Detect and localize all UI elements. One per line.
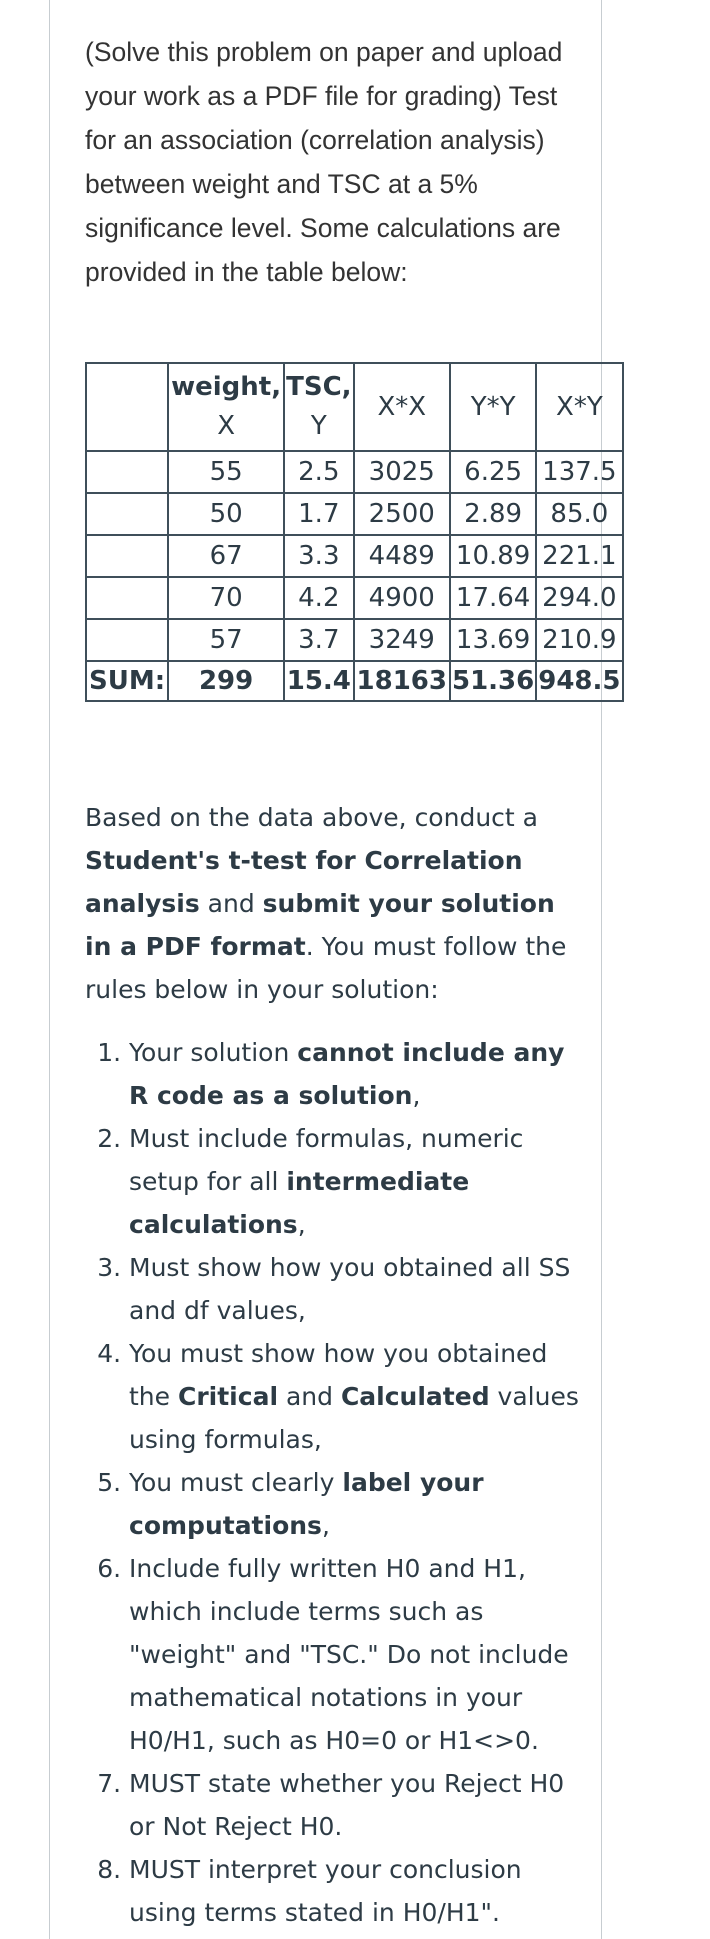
cell-y: 2.5 <box>284 451 353 493</box>
instructions-lead: Based on the data above, conduct a Student's t-test for Correlation analysis and submit your solution in a PDF format. You must follow the rules below in your solution: <box>85 803 567 1004</box>
header-xy: X*Y <box>536 363 622 451</box>
header-blank-cell <box>86 363 168 451</box>
cell-yy: 2.89 <box>450 493 536 535</box>
question-intro <box>85 30 585 294</box>
cell-yy: 17.64 <box>450 577 536 619</box>
cell-x: 67 <box>168 535 284 577</box>
rules-list <box>85 1031 585 1934</box>
list-item: 4. You must show how you obtained the Critical and Calculated values using formulas, <box>129 1332 585 1461</box>
cell-x: 55 <box>168 451 284 493</box>
table-row <box>86 619 623 661</box>
cell-y: 3.3 <box>284 535 353 577</box>
list-item: 3. Must show how you obtained all SS and df values, <box>129 1246 585 1332</box>
table-row <box>86 535 623 577</box>
cell-y: 1.7 <box>284 493 353 535</box>
cell-xx: 3025 <box>354 451 450 493</box>
table-row <box>86 451 623 493</box>
header-yy: Y*Y <box>450 363 536 451</box>
cell-yy: 10.89 <box>450 535 536 577</box>
cell-xx: 2500 <box>354 493 450 535</box>
list-item: 2. Must include formulas, numeric setup for all intermediate calculations, <box>129 1117 585 1246</box>
row-label-cell <box>86 493 168 535</box>
cell-xy: 85.0 <box>536 493 622 535</box>
cell-xx: 4489 <box>354 535 450 577</box>
cell-yy: 13.69 <box>450 619 536 661</box>
list-item: 1. Your solution cannot include any R code as a solution, <box>129 1031 585 1117</box>
content-frame-left-border <box>49 0 50 1939</box>
table-row <box>86 493 623 535</box>
cell-yy: 6.25 <box>450 451 536 493</box>
row-label-cell <box>86 535 168 577</box>
table-row <box>86 577 623 619</box>
table-sum-row <box>86 661 623 701</box>
list-item: 6. Include fully written H0 and H1, which include terms such as "weight" and "TSC." Do not include mathematical notations in your H0/H1, such as H0=0 or H1<>0. <box>129 1547 585 1762</box>
table-header-row <box>86 363 623 451</box>
instructions-section <box>85 796 585 1934</box>
list-item: 7. MUST state whether you Reject H0 or Not Reject H0. <box>129 1762 585 1848</box>
cell-xy: 221.1 <box>536 535 622 577</box>
cell-y: 4.2 <box>284 577 353 619</box>
cell-y: 3.7 <box>284 619 353 661</box>
sum-xy: 948.5 <box>536 661 622 701</box>
header-weight: weight, X <box>168 363 284 451</box>
header-xx: X*X <box>354 363 450 451</box>
cell-x: 57 <box>168 619 284 661</box>
list-item: 8. MUST interpret your conclusion using terms stated in H0/H1". <box>129 1848 585 1934</box>
sum-y: 15.4 <box>284 661 353 701</box>
sum-x: 299 <box>168 661 284 701</box>
cell-x: 50 <box>168 493 284 535</box>
cell-x: 70 <box>168 577 284 619</box>
list-item: 5. You must clearly label your computations, <box>129 1461 585 1547</box>
intro-text: (Solve this problem on paper and upload your work as a PDF file for grading) Test for an association (correlation analysis) between weight and TSC at a 5% significance level. Some calculations are provided in the table below: <box>85 37 563 287</box>
row-label-cell <box>86 577 168 619</box>
header-tsc: TSC, Y <box>284 363 353 451</box>
content-frame-right-border <box>601 0 602 1939</box>
sum-yy: 51.36 <box>450 661 536 701</box>
row-label-cell <box>86 451 168 493</box>
cell-xx: 3249 <box>354 619 450 661</box>
cell-xy: 294.0 <box>536 577 622 619</box>
calculations-table <box>85 362 624 702</box>
cell-xx: 4900 <box>354 577 450 619</box>
sum-xx: 18163 <box>354 661 450 701</box>
cell-xy: 210.9 <box>536 619 622 661</box>
sum-label: SUM: <box>86 661 168 701</box>
cell-xy: 137.5 <box>536 451 622 493</box>
row-label-cell <box>86 619 168 661</box>
